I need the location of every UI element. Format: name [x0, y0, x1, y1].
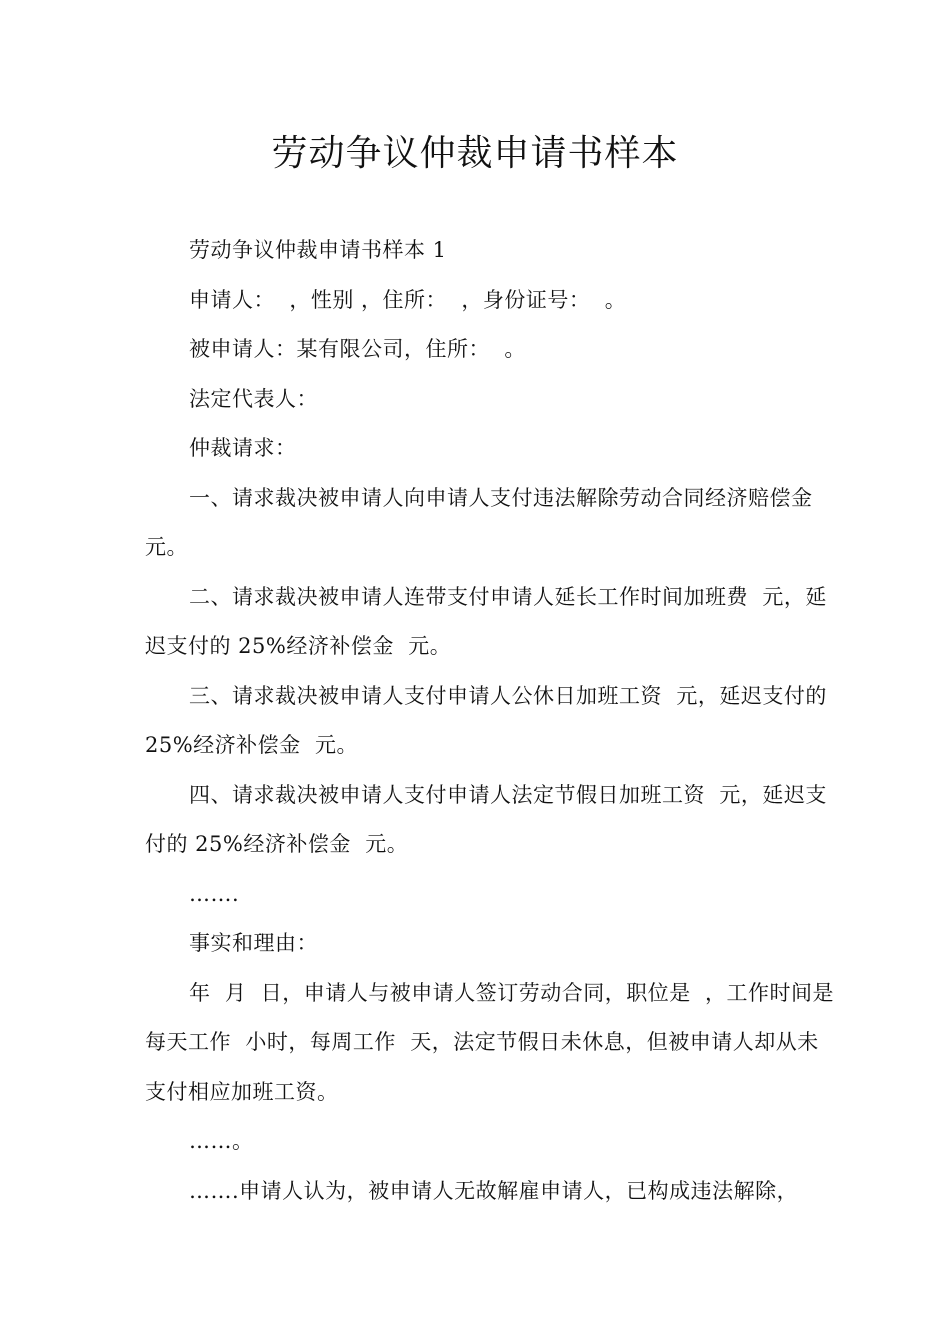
- paragraph-claim-2: 二、请求裁决被申请人连带支付申请人延长工作时间加班费 元，延迟支付的 25%经济补偿金 元。: [145, 584, 827, 658]
- paragraph-ellipsis-1: …….: [189, 881, 240, 906]
- paragraph-applicant: 申请人： ，性别 ，住所： ，身份证号： 。: [189, 287, 627, 312]
- paragraph-facts-contract: 年 月 日，申请人与被申请人签订劳动合同，职位是 ，工作时间是每天工作 小时，每周工作 天，法定节假日未休息，但被申请人却从未支付相应加班工资。: [145, 980, 835, 1104]
- paragraph-ellipsis-2: ……。: [189, 1129, 254, 1153]
- paragraph-legal-representative: 法定代表人：: [189, 386, 318, 411]
- paragraph-sample-heading: 劳动争议仲裁申请书样本 1: [189, 238, 447, 262]
- paragraph-respondent: 被申请人：某有限公司，住所： 。: [189, 337, 526, 361]
- paragraph-facts-heading: 事实和理由：: [189, 931, 318, 955]
- paragraph-claim-1: 一、请求裁决被申请人向申请人支付违法解除劳动合同经济赔偿金 元。: [145, 485, 827, 559]
- paragraph-claim-4: 四、请求裁决被申请人支付申请人法定节假日加班工资 元，延迟支付的 25%经济补偿金 元。: [145, 782, 827, 856]
- paragraph-claim-3: 三、请求裁决被申请人支付申请人公休日加班工资 元，延迟支付的 25%经济补偿金 元。: [145, 683, 835, 757]
- paragraph-claims-heading: 仲裁请求：: [189, 436, 297, 460]
- document-body: [145, 226, 835, 1216]
- paragraph-facts-dismissal: …….申请人认为，被申请人无故解雇申请人，已构成违法解除，: [189, 1178, 799, 1203]
- document-title: 劳动争议仲裁申请书样本: [271, 133, 679, 174]
